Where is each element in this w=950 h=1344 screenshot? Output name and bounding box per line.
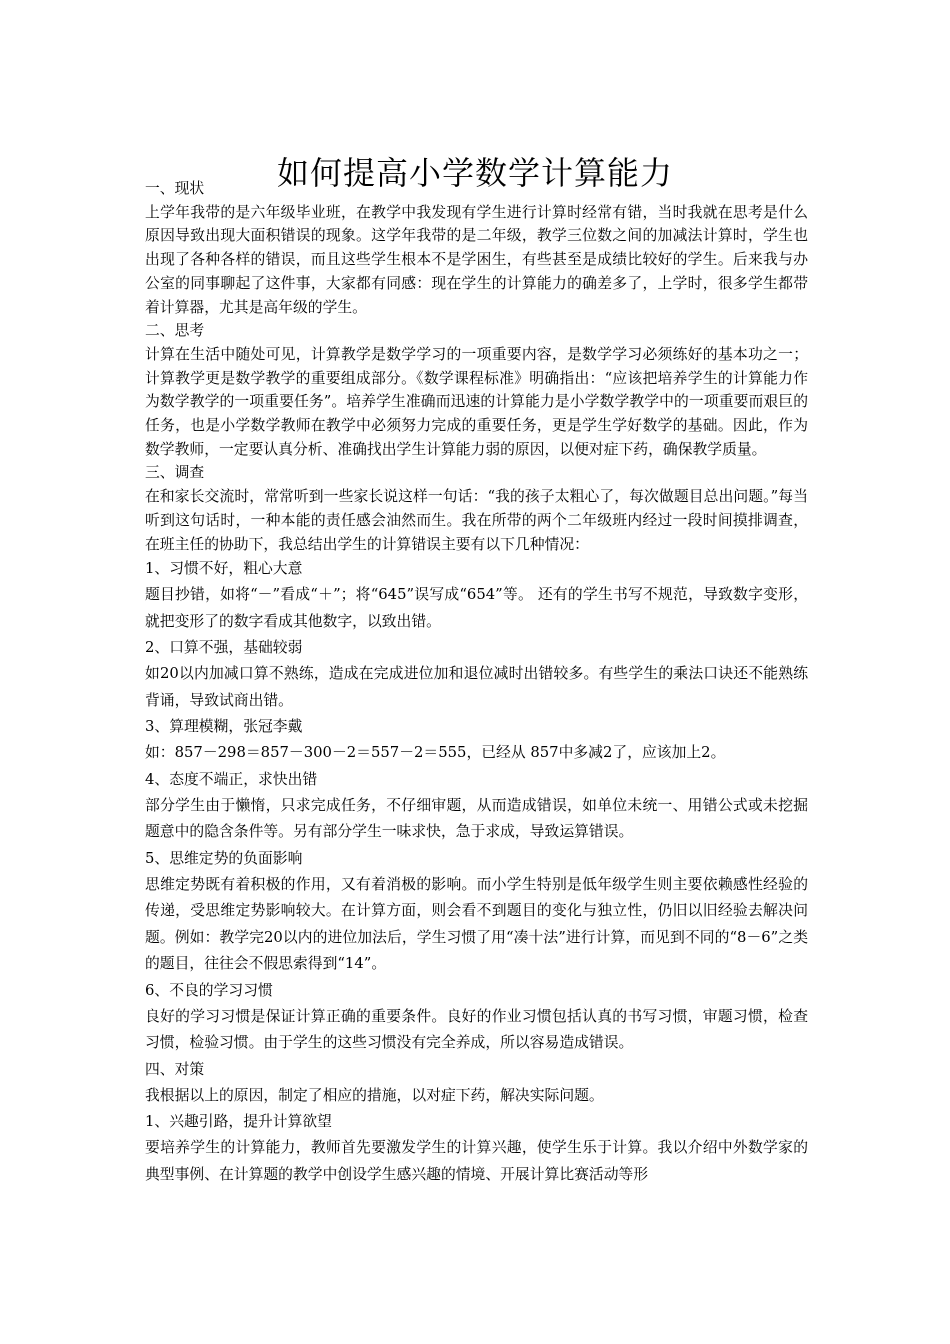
body-paragraph: 思维定势既有着积极的作用，又有着消极的影响。而小学生特别是低年级学生则主要依赖感性经验的传递，受思维定势影响较大。在计算方面，则会看不到题目的变化与独立性，仍旧以旧经验去解决问题。例如：教学完20以内的进位加法后，学生习惯了用“凑十法”进行计算，而见到不同的“8－6”之类的题目，往往会不假思索得到“14”。 xyxy=(145,875,808,973)
body-paragraph: 要培养学生的计算能力，教师首先要激发学生的计算兴趣，使学生乐于计算。我以介绍中外数学家的典型事例、在计算题的教学中创设学生感兴趣的情境、开展计算比赛活动等形 xyxy=(145,1139,808,1183)
section-heading: 二、思考 xyxy=(145,322,205,340)
body-paragraph: 部分学生由于懒惰，只求完成任务，不仔细审题，从而造成错误，如单位未统一、用错公式或未挖掘题意中的隐含条件等。另有部分学生一味求快，急于求成，导致运算错误。 xyxy=(145,796,808,841)
subsection-heading: 1、兴趣引路，提升计算欲望 xyxy=(145,1113,332,1131)
subsection-heading: 5、思维定势的负面影响 xyxy=(145,849,303,867)
body-paragraph: 良好的学习习惯是保证计算正确的重要条件。良好的作业习惯包括认真的书写习惯，审题习惯，检查习惯，检验习惯。由于学生的这些习惯没有完全养成，所以容易造成错误。 xyxy=(145,1007,808,1052)
body-paragraph: 在和家长交流时，常常听到一些家长说这样一句话：“我的孩子太粗心了，每次做题目总出问题。”每当听到这句话时，一种本能的责任感会油然而生。我在所带的两个二年级班内经过一段时间摸排调查，在班主任的协助下，我总结出学生的计算错误主要有以下几种情况： xyxy=(145,488,808,553)
body-paragraph: 我根据以上的原因，制定了相应的措施，以对症下药，解决实际问题。 xyxy=(145,1086,604,1104)
body-paragraph: 如20以内加减口算不熟练，造成在完成进位加和退位减时出错较多。有些学生的乘法口诀还不能熟练背诵，导致试商出错。 xyxy=(145,665,808,709)
body-paragraph: 如：857－298＝857－300－2＝557－2＝555，已经从 857中多减2了，应该加上2。 xyxy=(145,744,726,762)
body-paragraph: 上学年我带的是六年级毕业班，在教学中我发现有学生进行计算时经常有错，当时我就在思考是什么原因导致出现大面积错误的现象。这学年我带的是二年级，教学三位数之间的加减法计算时，学生也出现了各种各样的错误，而且这些学生根本不是学困生，有些甚至是成绩比较好的学生。后来我与办公室的同事聊起了这件事，大家都有同感：现在学生的计算能力的确差多了，上学时，很多学生都带着计算器，尤其是高年级的学生。 xyxy=(145,203,808,316)
subsection-heading: 2、口算不强，基础较弱 xyxy=(145,639,303,657)
body-paragraph: 计算在生活中随处可见，计算教学是数学学习的一项重要内容，是数学学习必须练好的基本功之一；计算教学更是数学教学的重要组成部分。《数学课程标准》明确指出：“应该把培养学生的计算能力作为数学教学的一项重要任务”。培养学生准确而迅速的计算能力是小学数学教学中的一项重要而艰巨的任务，也是小学数学教师在教学中必须努力完成的重要任务，更是学生学好数学的基础。因此，作为数学教师，一定要认真分析、准确找出学生计算能力弱的原因，以便对症下药，确保教学质量。 xyxy=(145,345,808,458)
body-paragraph: 题目抄错，如将“－”看成“＋”；将“645”误写成“654”等。 还有的学生书写不规范，导致数字变形，就把变形了的数字看成其他数字，以致出错。 xyxy=(145,586,808,630)
document-title: 如何提高小学数学计算能力 xyxy=(276,154,673,193)
section-heading: 四、对策 xyxy=(145,1060,205,1078)
section-heading: 一、现状 xyxy=(145,180,205,197)
section-heading: 三、调查 xyxy=(145,464,205,482)
subsection-heading: 6、不良的学习习惯 xyxy=(145,981,273,999)
document-body xyxy=(145,177,808,1188)
subsection-heading: 3、算理模糊，张冠李戴 xyxy=(145,718,303,736)
subsection-heading: 4、态度不端正，求快出错 xyxy=(145,770,318,788)
subsection-heading: 1、习惯不好，粗心大意 xyxy=(145,560,303,578)
